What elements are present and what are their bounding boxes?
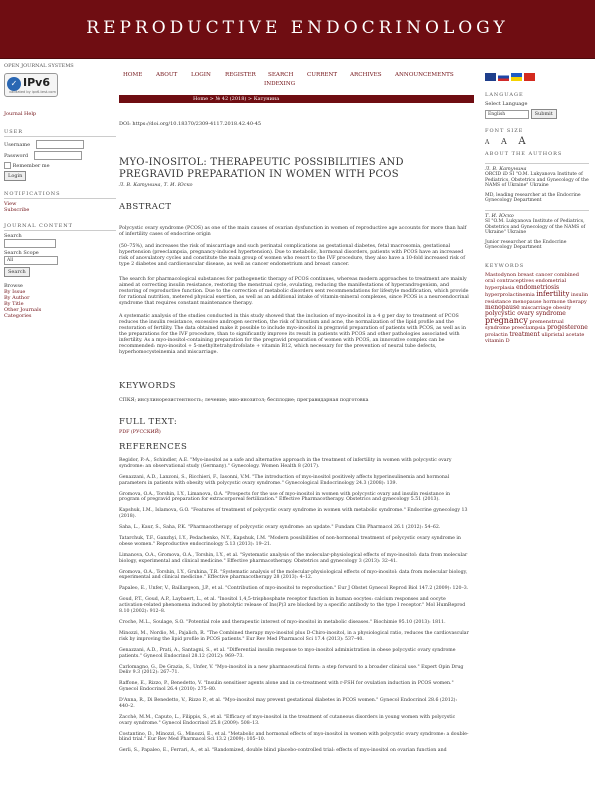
- reference-item: Regidor, P.-A., Schindler, A.E. "Myo-inositol as a safe and alternative approach in the treatment of infertility in women with polycystic ovary syndrome: an observational study (Germany)." Gynecology. Women Health 8 (2017).: [119, 458, 452, 469]
- reference-item: Saha, L., Kaur, S., Saha, P.K. "Pharmacotherapy of polycystic ovary syndrome: an update." Fundam Clin Pharmacol 26.1 (2012): 54–62.: [119, 525, 441, 531]
- author1-name: Л. В. Катунина: [485, 166, 527, 172]
- nav-search[interactable]: SEARCH: [268, 72, 294, 78]
- kw-link[interactable]: menopause: [485, 303, 520, 311]
- kw-link[interactable]: pregnancy: [485, 315, 528, 325]
- kw-link[interactable]: ulipristal acetate vitamin D: [485, 331, 585, 344]
- reference-item: Croche, M.L., Soulage, S.O. "Potential role and therapeutic interest of myo-inositol in metabolic diseases." Biochimie 95.10 (2013): 1811.: [119, 620, 446, 626]
- references-list: [119, 458, 469, 759]
- nav-home[interactable]: HOME: [123, 72, 143, 78]
- kw-link[interactable]: prolactin: [485, 331, 508, 338]
- about-authors-title: ABOUT THE AUTHORS: [485, 151, 563, 157]
- reference-item: Gerli, S., Papaleo, E., Ferrari, A., et al. "Randomized, double blind placebo-controlled trial: effects of myo-inositol on ovarian function and: [119, 748, 447, 754]
- language-title: LANGUAGE: [485, 92, 524, 98]
- user-section-title: USER: [4, 129, 116, 137]
- reference-item: Papaleo, E., Unfer, V., Baillargeon, J.P., et al. "Contribution of myo-inositol to reproduction." Eur J Obstet Gynecol Reprod Biol 147.2 (2009): 120–3.: [119, 586, 469, 592]
- browse-by-title[interactable]: By Title: [4, 301, 24, 307]
- view-link[interactable]: View: [4, 201, 17, 207]
- abstract-p1: Polycystic ovary syndrome (PCOS) as one of the main causes of ovarian dysfunction in women of reproductive age accounts for more than half of infertility cases of endocrine origin: [119, 226, 467, 237]
- fulltext-heading: FULL TEXT:: [119, 417, 178, 427]
- nav-indexing[interactable]: INDEXING: [264, 81, 296, 87]
- nav-archives[interactable]: ARCHIVES: [350, 72, 382, 78]
- font-size-controls: [485, 136, 589, 147]
- ipv6-logo-icon: ✓: [7, 77, 21, 91]
- author2-affiliation: SI "O.M. Lukyanova Institute of Pediatrics, Obstetrics and Gynecology of the NAMS of Ukraine" Ukraine: [485, 218, 586, 236]
- login-button[interactable]: Login: [4, 171, 26, 181]
- font-medium-icon[interactable]: A: [500, 137, 507, 146]
- font-small-icon[interactable]: A: [485, 139, 490, 146]
- author2-role: Junior researcher at the Endocrine Gynecology Department: [485, 239, 567, 251]
- username-input[interactable]: [36, 140, 84, 149]
- author2-name: Т. И. Юско: [485, 212, 514, 219]
- kw-link[interactable]: hyperprolactinemia: [485, 292, 535, 299]
- other-journals-link[interactable]: Other Journals: [4, 307, 42, 313]
- kw-link[interactable]: miscarriage obesity: [521, 304, 572, 311]
- reference-item: Genazzani, A.D., Lanzoni, S., Ricchieri, F., Iasonni, V.M. "The introduction of myo-inositol positively affects hyperinsulinemia and hormonal parameters in patients with obesity with polycystic ovary syndrome." Gynecological Endocrinology 24.3 (2008): 139.: [119, 474, 450, 486]
- subscribe-link[interactable]: Subscribe: [4, 207, 30, 213]
- kw-link[interactable]: progesterone: [547, 324, 588, 332]
- categories-link[interactable]: Categories: [4, 313, 32, 319]
- browse-by-issue[interactable]: By Issue: [4, 289, 26, 295]
- nav-login[interactable]: LOGIN: [191, 72, 211, 78]
- reference-item: Zacchè, M.M., Caputo, L., Filippis, S., et al. "Efficacy of myo-inositol in the treatment of cutaneous disorders in young women with polycystic ovary syndrome." Gynecol Endocrinol 25.8 (2009): 508–13.: [119, 714, 456, 726]
- language-flags: [485, 73, 589, 83]
- reference-item: Gromova, O.A., Torshin, I.Y., Gruhina, T.R. "Systematic analysis of the molecular-physiological effects of myo-inositol: data from molecular biology, experimental and clinical medicine." Effective pharmacotherapy 28 (2013): 4–12.: [119, 569, 468, 581]
- nav-current[interactable]: CURRENT: [307, 72, 338, 78]
- keywords-heading: KEYWORDS: [119, 381, 176, 391]
- site-header: [0, 0, 595, 59]
- kw-link[interactable]: Mastodynon breast cancer combined oral contraceptives endometrial hyperplasia: [485, 271, 579, 291]
- font-large-icon[interactable]: A: [518, 136, 526, 147]
- reference-item: Kapshuk, I.M., Islamova, G.O. "Features of treatment of polycystic ovary syndrome in women with metabolic syndrome." Endocrine gynecology 13 (2018).: [119, 508, 468, 520]
- reference-item: Genazzani, A.D., Prati, A., Santagni, S., et al. "Differential insulin response to myo-inositol administration in obese polycystic ovary syndrome patients." Gynecol Endocrinol 28.12 (2012): 969–73.: [119, 647, 456, 659]
- search-input[interactable]: [4, 239, 56, 248]
- notifications-title: NOTIFICATIONS: [4, 191, 116, 199]
- kw-link[interactable]: insulin resistance menopause: [485, 292, 589, 305]
- scope-value: All: [7, 258, 14, 263]
- article-title: MYO-INOSITOL: THERAPEUTIC POSSIBILITIES AND PREGRAVID PREPARATION IN WOMEN WITH PCOS: [119, 157, 404, 180]
- search-button[interactable]: Search: [4, 267, 30, 277]
- abstract-p2: (50–75%), and increases the risk of miscarriage and such perinatal complications as gestational diabetes, fetal macrosomia, gestational hypertension (preeclampsia, pregnancy-induced hypertension). Due to metabolic, hormonal disorders, patients with PCOS have an increased risk of anovulatory cycles and constitute the main group of women who resort to the IVF procedure, they also have a 10-fold increased risk of type 2 diabetes and cardiovascular disease, as well as cancer endometrium and breast cancer.: [119, 244, 465, 267]
- font-size-title: FONT SIZE: [485, 128, 524, 134]
- password-label: Password: [4, 153, 29, 159]
- flag-ua-icon[interactable]: [511, 73, 522, 81]
- language-value: English: [488, 112, 506, 117]
- ipv6-text: IPv6: [23, 76, 50, 89]
- reference-item: Raffone, E., Rizzo, P., Benedetto, V. "Insulin sensitiser agents alone and in co-treatment with r-FSH for ovulation induction in PCOS women." Gynecol Endocrinol 26.4 (2010): 275–80.: [119, 681, 454, 693]
- keywords-text: СПКЯ; инсулинорезистентность; лечение; мио-инозитол; бесплодие; прегравидарная подготовка: [119, 398, 369, 403]
- scope-label: Search Scope: [4, 250, 39, 256]
- breadcrumb[interactable]: Home > № 42 (2018) > Катунина: [119, 95, 474, 103]
- journal-title[interactable]: REPRODUCTIVE ENDOCRINOLOGY: [86, 18, 509, 38]
- nav-register[interactable]: REGISTER: [225, 72, 256, 78]
- keyword-cloud: [485, 272, 589, 344]
- browse-label: Browse: [4, 283, 23, 289]
- flag-ru-icon[interactable]: [498, 73, 509, 81]
- keywords-cloud-title: KEYWORDS: [485, 262, 525, 269]
- author1-affiliation: ORCID iD SI "O.M. Lukyanova Institute of Pediatrics, Obstetrics and Gynecology of the NAMS of Ukraine" Ukraine: [485, 172, 589, 189]
- ipv6-badge[interactable]: [4, 73, 58, 97]
- abstract-p4: A systematic analysis of the studies conducted in this study showed that the inclusion of myo-inositol in a 4 g per day to treatment of PCOS reduces the insulin resistance, excessive androgen secretion, the risk of hirsutism and acne, the normalization of the lipid profile and the restoration of fertility. The data obtained make it possible to include myo-inositol in pregravid preparation of patients with PCOS, as well as in the preparations for the IVF procedure, than to significantly improve its result in patients with PCOS and other pathologies associated with infertility. As a myo-inositol-containing preparation for the pregravid preparation of women with PCOS, an innovative complex can be recommended: myo-inositol + 5-methyltetrahydrofolate + vitamin B12, which necessary for the prevention of neural tube defects, hyperhomocysteinemia and miscarriage.: [119, 314, 466, 355]
- nav-announcements[interactable]: ANNOUNCEMENTS: [395, 72, 454, 78]
- right-sidebar: [485, 73, 589, 344]
- ipv6-sub: validated by ipv6-test.com: [9, 90, 56, 94]
- flag-uk-icon[interactable]: [485, 73, 496, 81]
- kw-link[interactable]: preeclampsia: [511, 325, 546, 332]
- article-authors: Л. В. Катунина, Т. И. Юско: [119, 182, 193, 188]
- journal-help-link[interactable]: Journal Help: [4, 111, 37, 117]
- kw-link[interactable]: endometriosis: [516, 283, 560, 291]
- kw-link[interactable]: polycystic ovary syndrome: [485, 310, 566, 318]
- ojs-label[interactable]: OPEN JOURNAL SYSTEMS: [4, 63, 74, 69]
- kw-link[interactable]: infertility: [536, 290, 570, 299]
- abstract-p3: The search for pharmacological substances for pathogenetic therapy of PCOS continues, whereas modern approaches to treatment are mainly aimed at correcting insulin resistance, restoring the menstrual cycle, ovulating, reducing the manifestations of hyperandrogenism, and restoring of reproductive function. Due to the correction of metabolic disorders sent recommendations for lifestyle modification, which provide for rational nutrition, metered physical exertion, as well as an additional intake of vitamin-mineral complexes, since PCOS is a neuroendocrinal syndrome that requires constant maintenance therapy.: [119, 277, 469, 306]
- reference-item: Carlomagno, G., De Grazia, S., Unfer, V. "Myo-inositol in a new pharmaceutical form: a step forward to a broader clinical use." Expert Opin Drug Deliv 9.3 (2012): 267–71.: [119, 664, 464, 676]
- reference-item: D'Anna, R., Di Benedetto, V., Rizzo P., et al. "Myo-inositol may prevent gestational diabetes in PCOS women." Gynecol Endocrinol 28.6 (2012): 440–2.: [119, 698, 458, 709]
- author1-role: MD, leading researcher at the Endocrine Gynecology Department: [485, 192, 581, 204]
- journal-content-title: JOURNAL CONTENT: [4, 223, 116, 231]
- abstract-heading: ABSTRACT: [119, 202, 172, 212]
- reference-item: Tatarchuk, T.F., Ganzhyi, I.Y., Pedachenko, N.Y., Kapshuk, I.M. "Modern possibilities of non-hormonal treatment of polycystic ovary syndrome in obese women." Reproductive endocrinology 5.13 (2013): 19–21.: [119, 536, 461, 547]
- password-input[interactable]: [34, 151, 82, 160]
- main-nav: [119, 68, 474, 90]
- kw-link[interactable]: hormone therapy: [543, 298, 587, 305]
- scope-select[interactable]: [4, 256, 58, 265]
- language-select[interactable]: [485, 110, 529, 119]
- kw-link[interactable]: treatment: [509, 330, 540, 338]
- kw-link[interactable]: premenstrual syndrome: [485, 318, 564, 332]
- references-heading: REFERENCES: [119, 442, 188, 452]
- reference-item: Gromova, O.A., Torshin, I.Y., Limanova, O.A. "Prospects for the use of myo-inositol in women with polycystic ovary and insulin resistance in program of pregravid preparation for extracorporeal fertilization." Effective Pharmacotherapy. Obstetrics and gynecology 5.51 (2013).: [119, 491, 451, 503]
- doi-text[interactable]: DOI: https://doi.org/10.18370/2309-4117.2018.42.40-45: [119, 121, 262, 127]
- search-label: Search: [4, 233, 22, 239]
- left-sidebar: [4, 63, 116, 319]
- remember-label: Remember me: [12, 163, 50, 169]
- reference-item: Costantino, D., Minozzi, G., Minozzi, E., et al. "Metabolic and hormonal effects of myo-inositol in women with polycystic ovary syndrome: a double-blind trial." Eur Rev Med Pharmacol Sci 13.2 (2009): 105–10.: [119, 731, 469, 743]
- language-submit-button[interactable]: Submit: [531, 109, 557, 119]
- nav-about[interactable]: ABOUT: [156, 72, 178, 78]
- flag-cn-icon[interactable]: [524, 73, 535, 81]
- reference-item: Goud, P.T., Goud, A.P., Laybaert, L., et al. "Inositol 1,4,5-trisphosphate receptor function in human oocytes: calcium responses and oocyte activation-related phenomena induced by photolytic release of Ins(P)3 are blocked by a specific antibody to the type I receptor." Mol HumReprod 8.10 (2002): 912–8.: [119, 597, 466, 615]
- remember-checkbox[interactable]: [4, 162, 11, 169]
- username-label: Username: [4, 142, 31, 148]
- reference-item: Limanova, O.A., Gromova, O.A., Torshin, I.Y., et al. "Systematic analysis of the molecular-physiological effects of myo-inositol: data from molecular biology, experimental and clinical medicine." Effective pharmacotherapy. Obstetrics and gynecology 3 (2013): 32–41.: [119, 552, 468, 564]
- reference-item: Minozzi, M., Nordio, M., Pajalich, R. "The Combined therapy myo-inositol plus D-Chiro-inositol, in a physiological ratio, reduces the cardiovascular risk by improving the lipid profile in PCOS patients." Eur Rev Med Pharmacol Sci 17.4 (2013): 537–40.: [119, 631, 469, 642]
- pdf-link[interactable]: PDF (РУССКИЙ): [119, 430, 161, 435]
- select-language-label: Select Language: [485, 101, 528, 107]
- browse-by-author[interactable]: By Author: [4, 295, 30, 301]
